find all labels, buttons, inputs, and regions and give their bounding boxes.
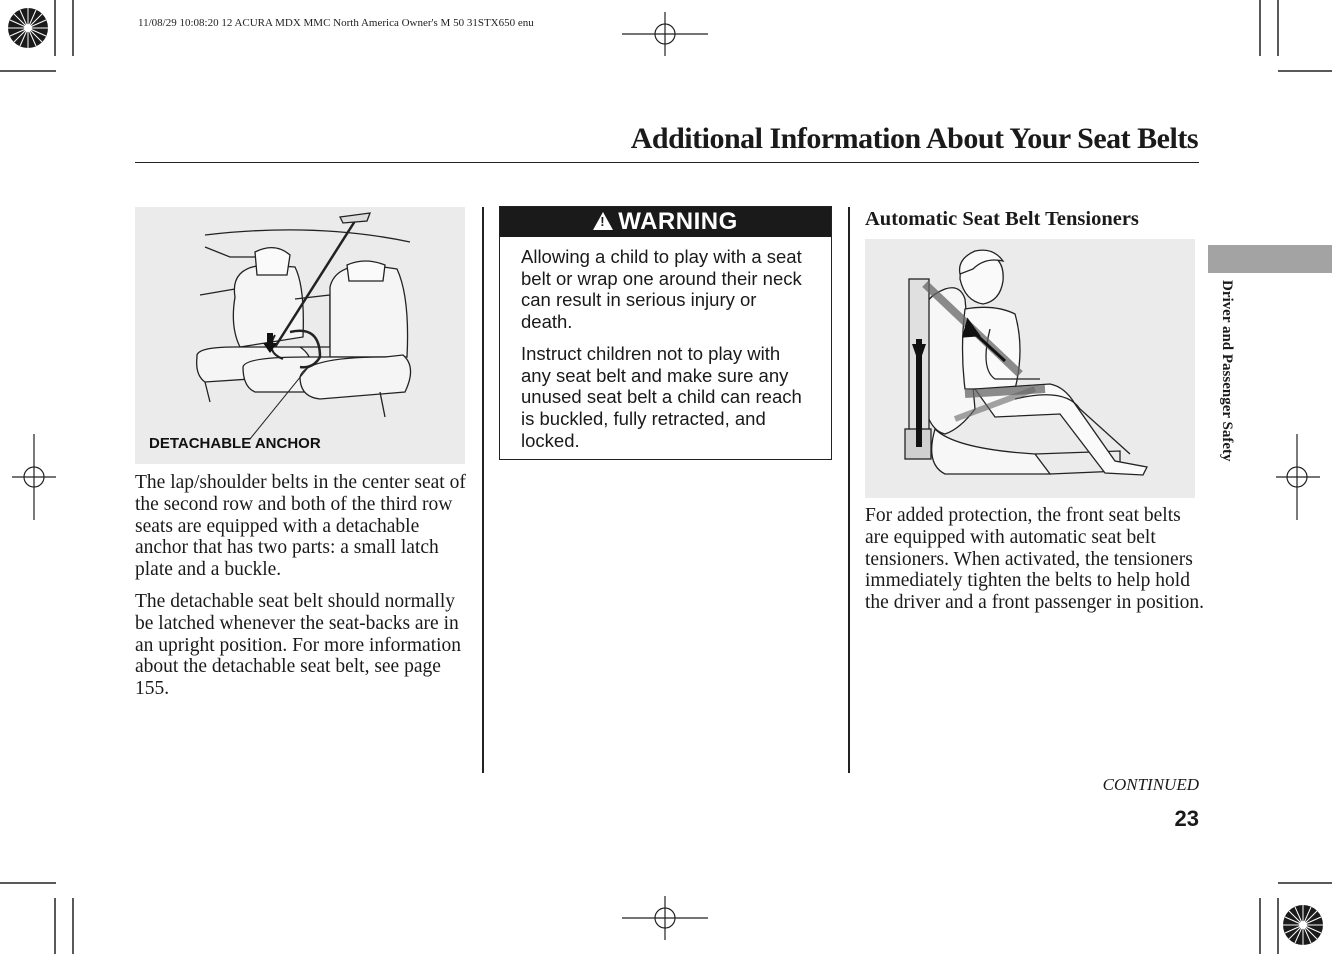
warning-paragraph: Allowing a child to play with a seat belt or wrap one around their neck can result in serious injury or death. [521,246,802,333]
section-heading: Automatic Seat Belt Tensioners [865,208,1139,230]
paragraph: For added protection, the front seat belts are equipped with automatic seat belt tensioners. When activated, the tensioners immediately tighten the belts to help hold the driver and a front passenger in position. [865,505,1204,614]
warning-header [500,207,831,237]
seated-passenger-illustration [865,239,1195,498]
paragraph: The detachable seat belt should normally be latched whenever the seat-backs are in an upright position. For more information about the detachable seat belt, see page 155. [135,590,462,700]
section-tab [1208,245,1332,273]
column-divider [848,207,850,773]
figure-caption: DETACHABLE ANCHOR [149,435,321,452]
section-tab-label: Driver and Passenger Safety [1219,280,1235,462]
right-column-text [865,505,1205,624]
warning-triangle-icon [593,212,613,230]
starburst-icon [8,8,48,48]
title-divider [135,162,1199,163]
warning-body [500,237,831,451]
continued-label: CONTINUED [1102,775,1199,794]
warning-box [499,206,832,460]
paragraph: The lap/shoulder belts in the center seat of the second row and both of the third row seats are equipped with a detachable anchor that has two parts: a small latch plate and a buckle. [135,472,466,581]
warning-paragraph: Instruct children not to play with any seat belt and make sure any unused seat belt a child can reach is buckled, fully retracted, and locked. [521,342,802,451]
rear-seat-illustration [135,207,465,464]
page-title: Additional Information About Your Seat Belts [630,122,1198,155]
left-column-text [135,472,470,710]
page-number: 23 [1174,806,1199,831]
column-divider [482,207,484,773]
starburst-icon [1283,905,1323,945]
detachable-anchor-figure [135,207,465,464]
print-info: 11/08/29 10:08:20 12 ACURA MDX MMC North America Owner's M 50 31STX650 enu [138,17,534,29]
seat-belt-tensioner-figure [865,239,1195,498]
warning-header-label: WARNING [618,208,738,235]
